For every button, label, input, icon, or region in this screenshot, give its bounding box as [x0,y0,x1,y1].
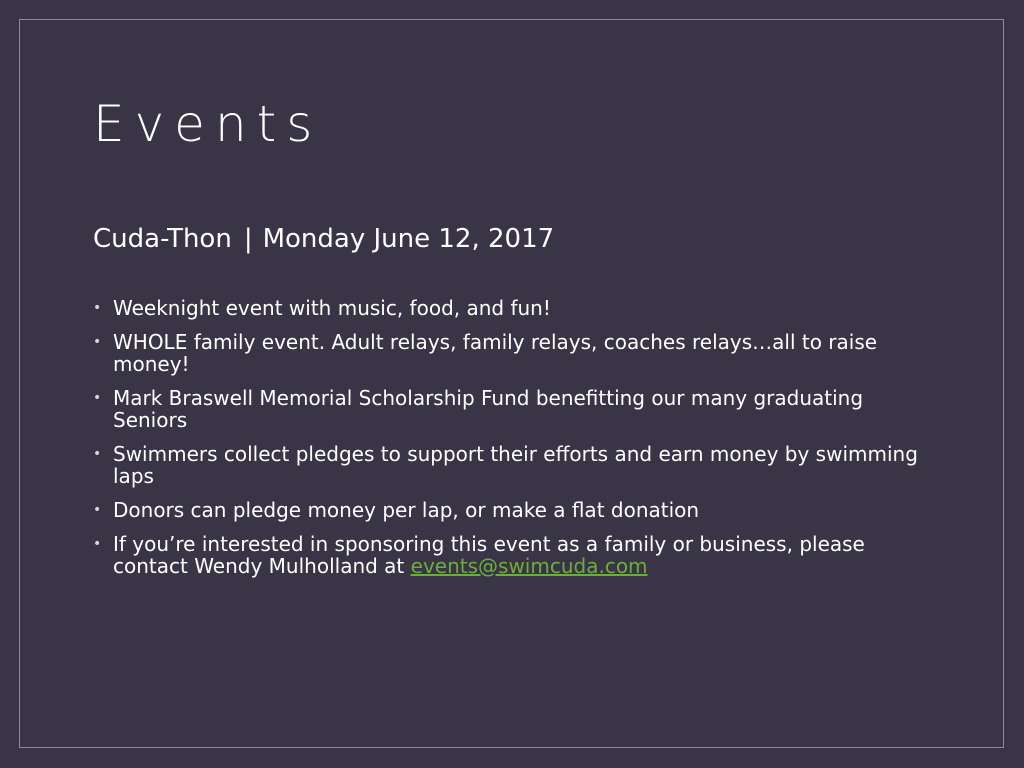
bullet-dot-icon: • [93,334,102,350]
subtitle-separator: | [243,224,253,254]
event-date: Monday June 12, 2017 [262,224,555,254]
event-name: Cuda-Thon [93,224,232,254]
bullet-text: Mark Braswell Memorial Scholarship Fund benefitting our many graduating Seniors [113,386,864,432]
slide-title: Events [93,95,323,153]
bullet-item [93,443,943,487]
bullet-text: Donors can pledge money per lap, or make a flat donation [113,498,700,522]
bullet-list [93,297,943,589]
bullet-item [93,387,943,431]
bullet-text: Weeknight event with music, food, and fun! [113,296,551,320]
bullet-item [93,533,943,577]
bullet-dot-icon: • [93,300,102,316]
bullet-item [93,297,943,319]
bullet-item [93,331,943,375]
bullet-text: Swimmers collect pledges to support their efforts and earn money by swimming laps [113,442,918,488]
bullet-dot-icon: • [93,390,102,406]
email-link[interactable]: events@swimcuda.com [410,554,648,578]
event-subtitle [93,221,554,257]
bullet-dot-icon: • [93,536,102,552]
bullet-dot-icon: • [93,502,102,518]
bullet-text: WHOLE family event. Adult relays, family relays, coaches relays…all to raise money! [113,330,878,376]
bullet-item [93,499,943,521]
bullet-dot-icon: • [93,446,102,462]
bullet-text: If you’re interested in sponsoring this event as a family or business, please contact Wendy Mulholland at [113,532,865,578]
